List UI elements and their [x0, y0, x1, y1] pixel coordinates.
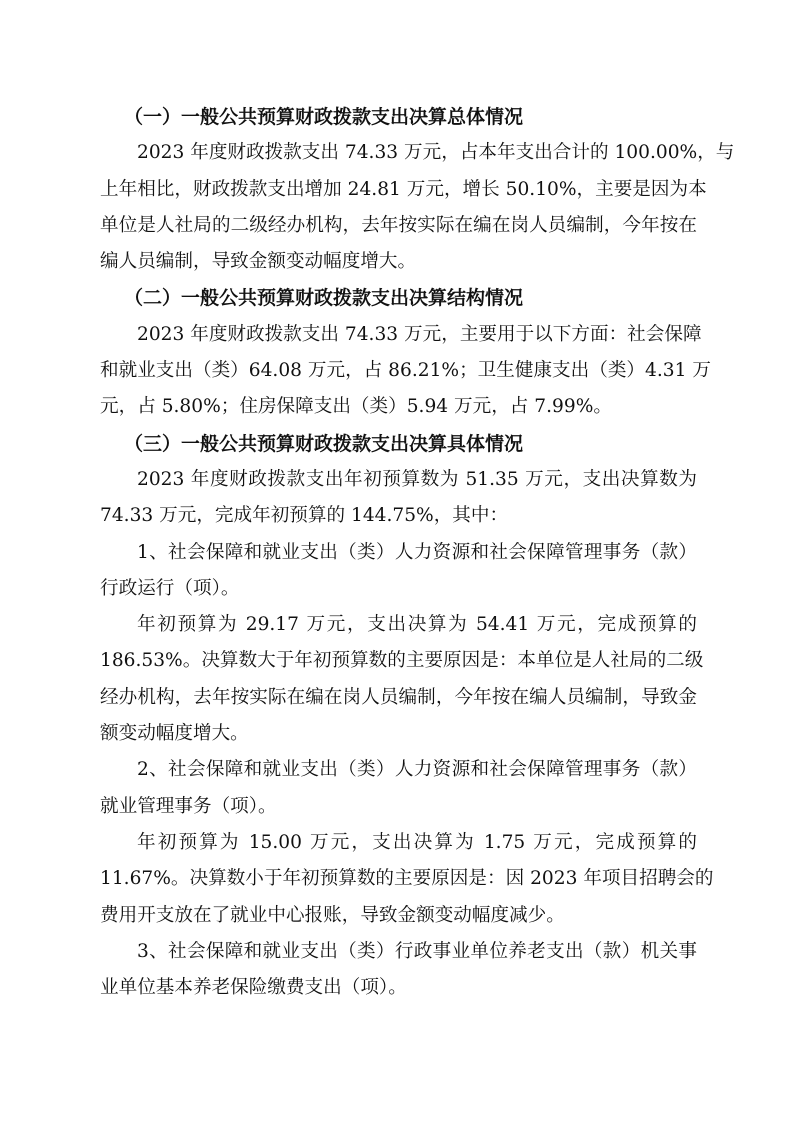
text-line: 74.33 万元，完成年初预算的 144.75%，其中：: [100, 505, 509, 527]
text-line: 经办机构，去年按实际在编在岗人员编制，今年按在编人员编制，导致金: [100, 686, 697, 708]
text-line: 额变动幅度增大。: [100, 723, 249, 745]
text-line: 单位是人社局的二级经办机构，去年按实际在编在岗人员编制，今年按在: [100, 214, 697, 236]
paragraph-3-5: [100, 825, 714, 934]
text-line: 2023 年度财政拨款支出年初预算数为 51.35 万元，支出决算数为: [137, 468, 697, 490]
paragraph-1-1: [100, 135, 735, 280]
paragraph-2-1: [100, 317, 711, 426]
text-line: 1、社会保障和就业支出（类）人力资源和社会保障管理事务（款）: [137, 541, 697, 563]
section-heading-2: （二）一般公共预算财政拨款支出决算结构情况: [124, 287, 524, 310]
text-line: 费用开支放在了就业中心报账，导致金额变动幅度减少。: [100, 904, 565, 926]
paragraph-3-4: [100, 752, 697, 825]
paragraph-3-2: [100, 535, 697, 608]
paragraph-3-1: [100, 462, 697, 535]
paragraph-3-6: [100, 934, 697, 1007]
text-line: 186.53%。决算数大于年初预算数的主要原因是：本单位是人社局的二级: [100, 650, 704, 672]
text-line: 元，占 5.80%；住房保障支出（类）5.94 万元，占 7.99%。: [100, 396, 612, 418]
section-heading-3: （三）一般公共预算财政拨款支出决算具体情况: [124, 432, 524, 455]
document-body: [100, 99, 735, 1006]
text-line: 编人员编制，导致金额变动幅度增大。: [100, 251, 417, 273]
text-line: 2023 年度财政拨款支出 74.33 万元，占本年支出合计的 100.00%，与: [137, 142, 735, 164]
text-line: 3、社会保障和就业支出（类）行政事业单位养老支出（款）机关事: [137, 940, 697, 962]
text-line: 和就业支出（类）64.08 万元，占 86.21%；卫生健康支出（类）4.31 万: [100, 360, 711, 382]
text-line: 业单位基本养老保险缴费支出（项）。: [100, 977, 407, 999]
text-line: 年初预算为 15.00 万元，支出决算为 1.75 万元，完成预算的: [137, 831, 697, 853]
section-heading-1: （一）一般公共预算财政拨款支出决算总体情况: [124, 106, 524, 128]
text-line: 就业管理事务（项）。: [100, 795, 277, 817]
text-line: 2、社会保障和就业支出（类）人力资源和社会保障管理事务（款）: [137, 759, 697, 781]
paragraph-3-3: [100, 607, 704, 752]
text-line: 年初预算为 29.17 万元，支出决算为 54.41 万元，完成预算的: [137, 614, 697, 636]
text-line: 2023 年度财政拨款支出 74.33 万元，主要用于以下方面：社会保障: [137, 323, 702, 345]
text-line: 行政运行（项）。: [100, 577, 240, 599]
text-line: 11.67%。决算数小于年初预算数的主要原因是：因 2023 年项目招聘会的: [100, 868, 714, 890]
text-line: 上年相比，财政拨款支出增加 24.81 万元，增长 50.10%，主要是因为本: [100, 178, 707, 200]
